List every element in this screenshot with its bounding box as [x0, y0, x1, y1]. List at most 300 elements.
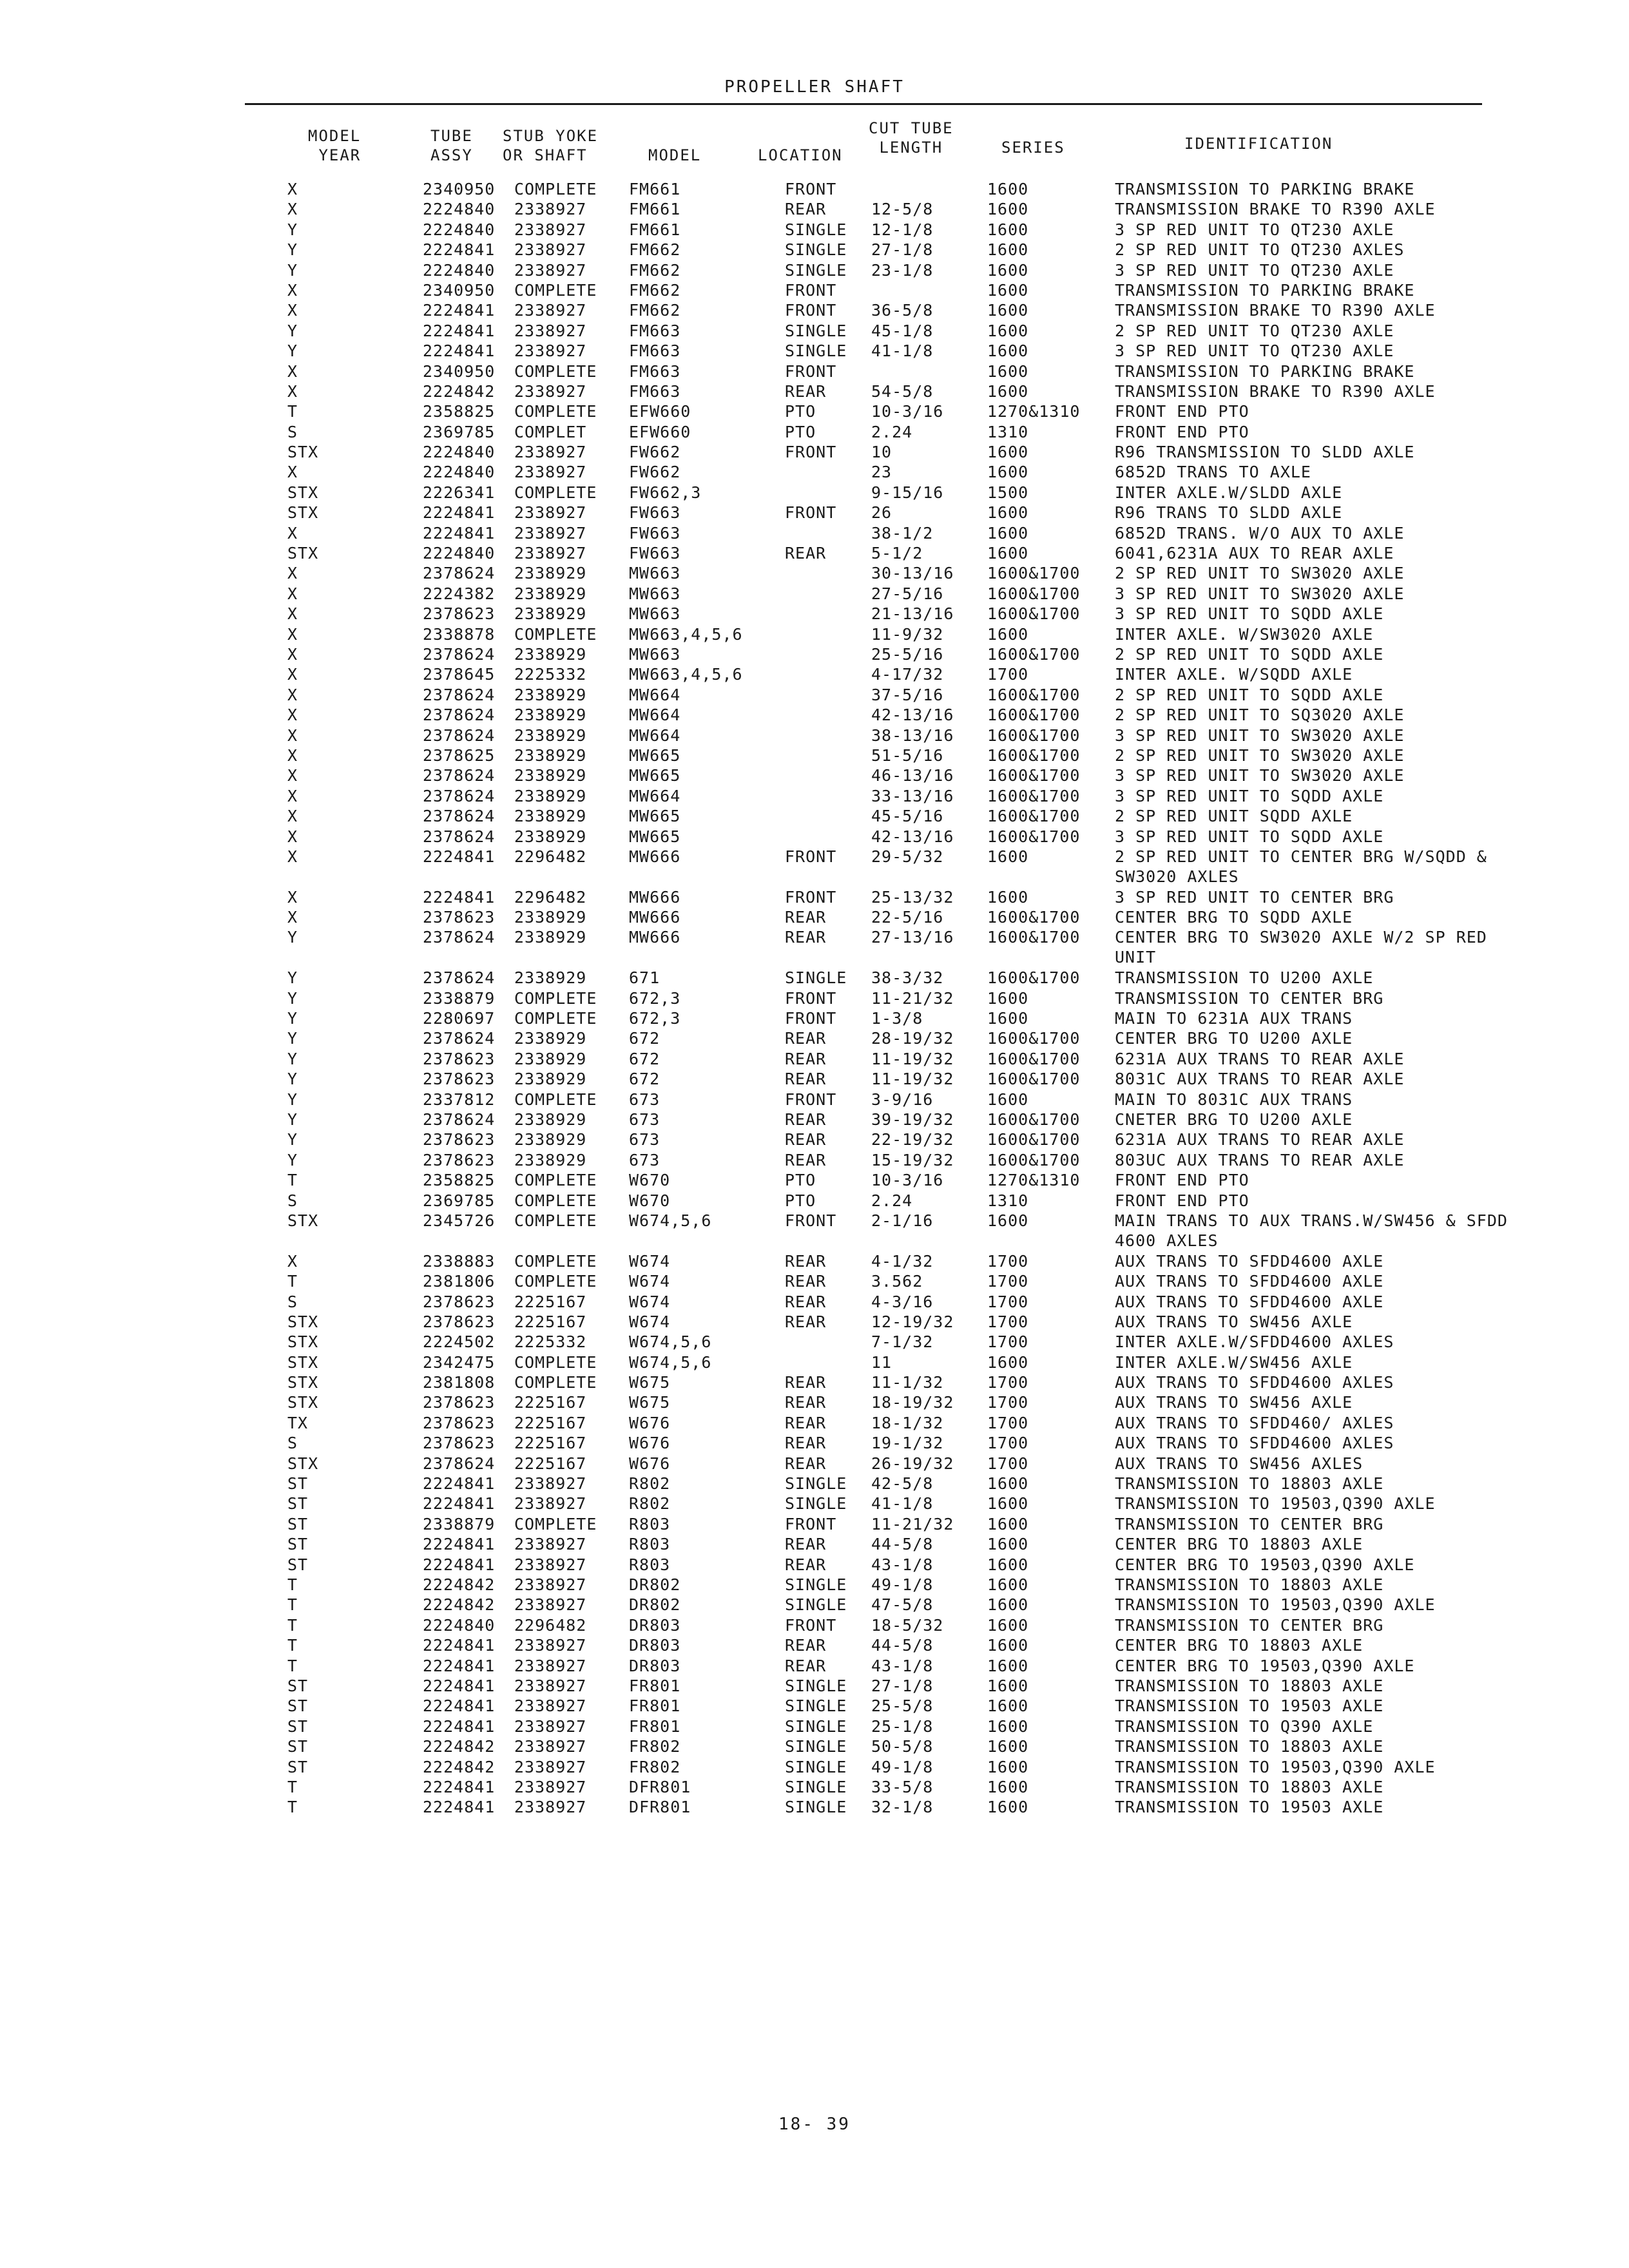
model-cell: FW663	[629, 523, 681, 543]
table-row	[0, 1211, 1629, 1251]
table-row	[0, 1736, 1629, 1756]
cut-tube-length-cell: 45-1/8	[871, 321, 934, 340]
location-cell: REAR	[785, 1070, 827, 1089]
model-cell: DR803	[629, 1656, 681, 1675]
model-cell: W674	[629, 1251, 671, 1271]
model-year-cell: STX	[287, 443, 319, 462]
identification-cell: TRANSMISSION BRAKE TO R390 AXLE	[1115, 381, 1436, 401]
cut-tube-length-cell: 25-5/8	[871, 1696, 934, 1716]
model-cell: FR801	[629, 1676, 681, 1695]
cut-tube-length-cell: 27-1/8	[871, 1676, 934, 1695]
model-cell: 672,3	[629, 988, 681, 1008]
cut-tube-length-cell: 25-1/8	[871, 1716, 934, 1736]
identification-cell: TRANSMISSION TO 18803 AXLE	[1115, 1575, 1384, 1594]
series-cell: 1700	[987, 1332, 1029, 1352]
model-cell: R802	[629, 1474, 671, 1494]
tube-assy-cell: 2340950	[423, 361, 496, 381]
tube-assy-cell: 2378623	[423, 1393, 496, 1412]
model-year-cell: X	[287, 745, 298, 765]
stub-yoke-cell: 2338929	[514, 1029, 587, 1048]
model-cell: DR803	[629, 1636, 681, 1655]
table-row	[0, 604, 1629, 624]
stub-yoke-cell: 2338929	[514, 644, 587, 664]
identification-cell: 3 SP RED UNIT TO SW3020 AXLE	[1115, 584, 1405, 603]
cut-tube-length-cell: 10	[871, 443, 892, 462]
model-year-cell: ST	[287, 1514, 309, 1533]
model-year-cell: ST	[287, 1555, 309, 1574]
tube-assy-cell: 2224840	[423, 260, 496, 280]
model-year-cell: T	[287, 1777, 298, 1796]
model-year-cell: ST	[287, 1474, 309, 1494]
model-cell: FM662	[629, 301, 681, 320]
model-cell: FW663	[629, 503, 681, 523]
model-cell: W674,5,6	[629, 1352, 712, 1372]
location-cell: FRONT	[785, 847, 837, 866]
table-row	[0, 827, 1629, 847]
table-row	[0, 260, 1629, 280]
table-row	[0, 1676, 1629, 1696]
identification-cell: AUX TRANS TO SW456 AXLE	[1115, 1312, 1353, 1331]
stub-yoke-cell: 2338929	[514, 745, 587, 765]
table-row	[0, 786, 1629, 806]
model-cell: DFR801	[629, 1777, 691, 1796]
table-row	[0, 523, 1629, 543]
tube-assy-cell: 2224840	[423, 1615, 496, 1635]
location-cell: FRONT	[785, 1615, 837, 1635]
model-cell: W670	[629, 1171, 671, 1190]
location-cell: FRONT	[785, 280, 837, 300]
series-cell: 1700	[987, 1454, 1029, 1473]
stub-yoke-cell: 2338927	[514, 544, 587, 563]
model-cell: 671	[629, 968, 660, 988]
table-row	[0, 1271, 1629, 1291]
tube-assy-cell: 2378623	[423, 1049, 496, 1068]
tube-assy-cell: 2224841	[423, 1535, 496, 1554]
tube-assy-cell: 2338879	[423, 1514, 496, 1533]
series-cell: 1600&1700	[987, 1110, 1081, 1129]
stub-yoke-cell: 2338929	[514, 1049, 587, 1068]
model-year-cell: ST	[287, 1494, 309, 1514]
model-year-cell: Y	[287, 321, 298, 340]
model-year-cell: T	[287, 1595, 298, 1615]
table-row	[0, 1150, 1629, 1170]
model-cell: MW665	[629, 766, 681, 785]
cut-tube-length-cell: 44-5/8	[871, 1535, 934, 1554]
table-row	[0, 1413, 1629, 1433]
series-cell: 1600	[987, 361, 1029, 381]
stub-yoke-cell: 2338929	[514, 604, 587, 624]
identification-cell: TRANSMISSION TO PARKING BRAKE	[1115, 180, 1415, 198]
tube-assy-cell: 2378624	[423, 766, 496, 785]
tube-assy-cell: 2224841	[423, 887, 496, 907]
location-cell: REAR	[785, 1434, 827, 1453]
tube-assy-cell: 2224841	[423, 1656, 496, 1675]
model-cell: MW663	[629, 604, 681, 624]
identification-cell: R96 TRANS TO SLDD AXLE	[1115, 503, 1343, 523]
table-row	[0, 361, 1629, 381]
tube-assy-cell: 2337812	[423, 1090, 496, 1109]
stub-yoke-cell: 2338929	[514, 786, 587, 805]
model-year-cell: S	[287, 1191, 298, 1210]
series-cell: 1270&1310	[987, 402, 1081, 421]
series-cell: 1600	[987, 988, 1029, 1008]
model-year-cell: STX	[287, 503, 319, 523]
cut-tube-length-cell: 23	[871, 463, 892, 482]
identification-cell: TRANSMISSION TO PARKING BRAKE	[1115, 361, 1415, 381]
series-cell: 1600	[987, 1757, 1029, 1776]
identification-cell: FRONT END PTO	[1115, 1191, 1249, 1210]
cut-tube-length-cell: 30-13/16	[871, 564, 954, 583]
table-row	[0, 1090, 1629, 1110]
series-cell: 1500	[987, 483, 1029, 502]
cut-tube-length-cell: 10-3/16	[871, 402, 944, 421]
stub-yoke-cell: 2338927	[514, 381, 587, 401]
model-year-cell: T	[287, 1171, 298, 1190]
cut-tube-length-cell: 2.24	[871, 422, 913, 441]
model-cell: MW664	[629, 786, 681, 805]
model-cell: MW664	[629, 706, 681, 725]
cut-tube-length-cell: 38-1/2	[871, 523, 934, 543]
tube-assy-cell: 2224842	[423, 1595, 496, 1615]
identification-cell: CENTER BRG TO SQDD AXLE	[1115, 908, 1353, 927]
cut-tube-length-cell: 38-13/16	[871, 726, 954, 745]
identification-cell: AUX TRANS TO SFDD4600 AXLES	[1115, 1373, 1394, 1392]
model-year-cell: X	[287, 807, 298, 826]
cut-tube-length-cell: 38-3/32	[871, 968, 944, 988]
location-cell: REAR	[785, 928, 827, 947]
identification-cell: 2 SP RED UNIT TO SW3020 AXLE	[1115, 564, 1405, 583]
table-row	[0, 988, 1629, 1008]
tube-assy-cell: 2224841	[423, 847, 496, 866]
tube-assy-cell: 2378623	[423, 1070, 496, 1089]
tube-assy-cell: 2378624	[423, 644, 496, 664]
identification-cell: 6231A AUX TRANS TO REAR AXLE	[1115, 1130, 1405, 1149]
model-year-cell: STX	[287, 1211, 319, 1230]
model-cell: MW666	[629, 887, 681, 907]
table-row	[0, 1575, 1629, 1595]
table-row	[0, 321, 1629, 341]
table-row	[0, 563, 1629, 583]
model-cell: FR801	[629, 1716, 681, 1736]
cut-tube-length-cell: 12-1/8	[871, 220, 934, 239]
location-cell: SINGLE	[785, 1474, 847, 1494]
location-cell: FRONT	[785, 443, 837, 462]
series-cell: 1600&1700	[987, 604, 1081, 624]
model-year-cell: Y	[287, 1009, 298, 1028]
series-cell: 1600&1700	[987, 1049, 1081, 1068]
stub-yoke-cell: 2225167	[514, 1434, 587, 1453]
series-cell: 1600	[987, 180, 1029, 198]
table-row	[0, 1332, 1629, 1352]
identification-cell: 6231A AUX TRANS TO REAR AXLE	[1115, 1049, 1405, 1068]
series-cell: 1600	[987, 1696, 1029, 1716]
cut-tube-length-cell: 10-3/16	[871, 1171, 944, 1190]
series-cell: 1600&1700	[987, 766, 1081, 785]
stub-yoke-cell: 2338927	[514, 1474, 587, 1494]
model-cell: 673	[629, 1130, 660, 1149]
model-year-cell: X	[287, 624, 298, 644]
series-cell: 1600	[987, 1777, 1029, 1796]
tube-assy-cell: 2378624	[423, 786, 496, 805]
cut-tube-length-cell: 18-5/32	[871, 1615, 944, 1635]
model-cell: FR801	[629, 1696, 681, 1716]
stub-yoke-cell: 2225167	[514, 1312, 587, 1331]
cut-tube-length-cell: 22-19/32	[871, 1130, 954, 1149]
model-cell: MW663	[629, 564, 681, 583]
model-cell: MW665	[629, 827, 681, 846]
tube-assy-cell: 2378624	[423, 807, 496, 826]
table-row	[0, 1312, 1629, 1332]
model-cell: FM663	[629, 321, 681, 340]
model-year-cell: Y	[287, 988, 298, 1008]
location-cell: REAR	[785, 1656, 827, 1675]
model-year-cell: STX	[287, 544, 319, 563]
tube-assy-cell: 2381806	[423, 1272, 496, 1291]
model-cell: FM661	[629, 220, 681, 239]
cut-tube-length-cell: 42-5/8	[871, 1474, 934, 1494]
model-year-cell: ST	[287, 1716, 309, 1736]
series-cell: 1600	[987, 544, 1029, 563]
series-cell: 1310	[987, 422, 1029, 441]
location-cell: REAR	[785, 1272, 827, 1291]
stub-yoke-cell: COMPLETE	[514, 1090, 597, 1109]
identification-cell: CENTER BRG TO 19503,Q390 AXLE	[1115, 1656, 1415, 1675]
model-year-cell: STX	[287, 1393, 319, 1412]
series-cell: 1600	[987, 1494, 1029, 1514]
model-cell: W674	[629, 1272, 671, 1291]
model-year-cell: S	[287, 1292, 298, 1311]
model-cell: DFR801	[629, 1798, 691, 1817]
stub-yoke-cell: 2338927	[514, 200, 587, 219]
cut-tube-length-cell: 41-1/8	[871, 1494, 934, 1514]
series-cell: 1600	[987, 1535, 1029, 1554]
model-cell: FM663	[629, 341, 681, 361]
model-year-cell: X	[287, 200, 298, 219]
table-row	[0, 1170, 1629, 1190]
identification-cell: 3 SP RED UNIT TO QT230 AXLE	[1115, 341, 1394, 361]
identification-cell: AUX TRANS TO SFDD4600 AXLES	[1115, 1434, 1394, 1453]
model-year-cell: X	[287, 726, 298, 745]
model-cell: FW663	[629, 544, 681, 563]
cut-tube-length-cell: 22-5/16	[871, 908, 944, 927]
tube-assy-cell: 2378624	[423, 827, 496, 846]
stub-yoke-cell: 2338927	[514, 1595, 587, 1615]
stub-yoke-cell: 2338929	[514, 928, 587, 947]
table-row	[0, 1372, 1629, 1392]
table-row	[0, 1615, 1629, 1635]
stub-yoke-cell: 2338927	[514, 1777, 587, 1796]
tube-assy-cell: 2378645	[423, 665, 496, 684]
stub-yoke-cell: 2338927	[514, 1555, 587, 1574]
stub-yoke-cell: COMPLETE	[514, 361, 597, 381]
stub-yoke-cell: 2338927	[514, 220, 587, 239]
series-cell: 1600	[987, 341, 1029, 361]
stub-yoke-cell: COMPLETE	[514, 1251, 597, 1271]
table-row	[0, 1392, 1629, 1412]
cut-tube-length-cell: 26	[871, 503, 892, 523]
model-year-cell: STX	[287, 1332, 319, 1352]
cut-tube-length-cell: 23-1/8	[871, 260, 934, 280]
identification-cell: 6852D TRANS TO AXLE	[1115, 463, 1311, 482]
identification-cell: TRANSMISSION TO 18803 AXLE	[1115, 1737, 1384, 1756]
cut-tube-length-cell: 54-5/8	[871, 381, 934, 401]
tube-assy-cell: 2369785	[423, 422, 496, 441]
cut-tube-length-cell: 42-13/16	[871, 827, 954, 846]
identification-cell: 2 SP RED UNIT TO SQDD AXLE	[1115, 644, 1384, 664]
table-row	[0, 644, 1629, 664]
stub-yoke-cell: 2338927	[514, 523, 587, 543]
model-cell: W670	[629, 1191, 671, 1210]
model-cell: FW662	[629, 443, 681, 462]
model-year-cell: Y	[287, 968, 298, 988]
model-cell: 672,3	[629, 1009, 681, 1028]
table-row	[0, 1777, 1629, 1797]
identification-cell: TRANSMISSION TO 19503,Q390 AXLE	[1115, 1494, 1436, 1514]
stub-yoke-cell: 2225167	[514, 1454, 587, 1473]
series-cell: 1600	[987, 260, 1029, 280]
cut-tube-length-cell: 36-5/8	[871, 301, 934, 320]
tube-assy-cell: 2378624	[423, 564, 496, 583]
tube-assy-cell: 2224841	[423, 1555, 496, 1574]
model-cell: W674,5,6	[629, 1211, 712, 1230]
identification-cell: CNETER BRG TO U200 AXLE	[1115, 1110, 1353, 1129]
location-cell: SINGLE	[785, 1595, 847, 1615]
location-cell: PTO	[785, 402, 816, 421]
series-cell: 1600	[987, 1798, 1029, 1817]
series-cell: 1600	[987, 301, 1029, 320]
model-year-cell: Y	[287, 341, 298, 361]
identification-cell: TRANSMISSION TO CENTER BRG	[1115, 988, 1384, 1008]
tube-assy-cell: 2378624	[423, 968, 496, 988]
stub-yoke-cell: 2338927	[514, 1798, 587, 1817]
series-cell: 1600&1700	[987, 1130, 1081, 1149]
model-year-cell: X	[287, 180, 298, 198]
tube-assy-cell: 2224841	[423, 1696, 496, 1716]
model-year-cell: X	[287, 280, 298, 300]
location-cell: REAR	[785, 1130, 827, 1149]
table-row	[0, 1514, 1629, 1534]
location-cell: SINGLE	[785, 1494, 847, 1514]
table-row	[0, 1656, 1629, 1676]
cut-tube-length-cell: 47-5/8	[871, 1595, 934, 1615]
model-year-cell: S	[287, 422, 298, 441]
location-cell: FRONT	[785, 887, 837, 907]
cut-tube-length-cell: 27-5/16	[871, 584, 944, 603]
identification-cell: AUX TRANS TO SW456 AXLES	[1115, 1454, 1364, 1473]
series-cell: 1600&1700	[987, 564, 1081, 583]
model-cell: MW666	[629, 847, 681, 866]
stub-yoke-cell: 2338927	[514, 1737, 587, 1756]
tube-assy-cell: 2224841	[423, 1716, 496, 1736]
cut-tube-length-cell: 49-1/8	[871, 1757, 934, 1776]
tube-assy-cell: 2378625	[423, 745, 496, 765]
location-cell: REAR	[785, 1049, 827, 1068]
location-cell: PTO	[785, 1191, 816, 1210]
model-cell: FM662	[629, 240, 681, 260]
cut-tube-length-cell: 25-13/32	[871, 887, 954, 907]
model-year-cell: X	[287, 644, 298, 664]
model-year-cell: ST	[287, 1696, 309, 1716]
location-cell: REAR	[785, 1292, 827, 1311]
cut-tube-length-cell: 11-19/32	[871, 1070, 954, 1089]
identification-cell: TRANSMISSION TO 19503 AXLE	[1115, 1798, 1384, 1817]
cut-tube-length-cell: 5-1/2	[871, 544, 923, 563]
stub-yoke-cell: COMPLETE	[514, 624, 597, 644]
model-year-cell: X	[287, 786, 298, 805]
model-year-cell: ST	[287, 1676, 309, 1695]
tube-assy-cell: 2340950	[423, 180, 496, 198]
cut-tube-length-cell: 33-13/16	[871, 786, 954, 805]
tube-assy-cell: 2342475	[423, 1352, 496, 1372]
model-cell: MW664	[629, 726, 681, 745]
identification-cell: R96 TRANSMISSION TO SLDD AXLE	[1115, 443, 1415, 462]
tube-assy-cell: 2369785	[423, 1191, 496, 1210]
stub-yoke-cell: 2225332	[514, 1332, 587, 1352]
location-cell: REAR	[785, 1454, 827, 1473]
model-cell: R803	[629, 1535, 671, 1554]
identification-cell: TRANSMISSION TO 19503,Q390 AXLE	[1115, 1595, 1436, 1615]
stub-yoke-cell: 2338929	[514, 584, 587, 603]
stub-yoke-cell: 2225332	[514, 665, 587, 684]
model-year-cell: X	[287, 908, 298, 927]
location-cell: REAR	[785, 1110, 827, 1129]
model-cell: 672	[629, 1070, 660, 1089]
table-row	[0, 968, 1629, 988]
series-cell: 1600	[987, 1575, 1029, 1594]
location-cell: REAR	[785, 1393, 827, 1412]
stub-yoke-cell: COMPLETE	[514, 988, 597, 1008]
location-cell: PTO	[785, 1171, 816, 1190]
tube-assy-cell: 2378624	[423, 1110, 496, 1129]
series-cell: 1600&1700	[987, 928, 1081, 947]
model-year-cell: X	[287, 564, 298, 583]
series-cell: 1600	[987, 1090, 1029, 1109]
table-row	[0, 887, 1629, 907]
model-year-cell: Y	[287, 260, 298, 280]
series-cell: 1600	[987, 1656, 1029, 1675]
model-cell: EFW660	[629, 422, 691, 441]
table-row	[0, 1635, 1629, 1655]
location-cell: SINGLE	[785, 1575, 847, 1594]
location-cell: SINGLE	[785, 341, 847, 361]
location-cell: REAR	[785, 1636, 827, 1655]
tube-assy-cell: 2378623	[423, 1312, 496, 1331]
identification-cell: CENTER BRG TO 18803 AXLE	[1115, 1535, 1364, 1554]
tube-assy-cell: 2224842	[423, 1575, 496, 1594]
series-cell: 1600&1700	[987, 685, 1081, 704]
tube-assy-cell: 2378624	[423, 726, 496, 745]
stub-yoke-cell: 2338927	[514, 503, 587, 523]
identification-cell: TRANSMISSION TO 19503,Q390 AXLE	[1115, 1757, 1436, 1776]
model-cell: W675	[629, 1373, 671, 1392]
stub-yoke-cell: 2225167	[514, 1292, 587, 1311]
table-row	[0, 1069, 1629, 1089]
model-cell: DR802	[629, 1595, 681, 1615]
table-row	[0, 1474, 1629, 1494]
table-row	[0, 726, 1629, 745]
identification-cell: TRANSMISSION TO CENTER BRG	[1115, 1514, 1384, 1533]
identification-cell: MAIN TRANS TO AUX TRANS.W/SW456 & SFDD 4600 AXLES	[1115, 1211, 1508, 1250]
identification-cell: 2 SP RED UNIT SQDD AXLE	[1115, 807, 1353, 826]
table-row	[0, 1191, 1629, 1211]
model-cell: DR803	[629, 1615, 681, 1635]
tube-assy-cell: 2224841	[423, 341, 496, 361]
stub-yoke-cell: 2338927	[514, 1575, 587, 1594]
stub-yoke-cell: 2338927	[514, 1716, 587, 1736]
model-cell: R803	[629, 1555, 671, 1574]
model-cell: W674,5,6	[629, 1332, 712, 1352]
series-cell: 1600&1700	[987, 584, 1081, 603]
